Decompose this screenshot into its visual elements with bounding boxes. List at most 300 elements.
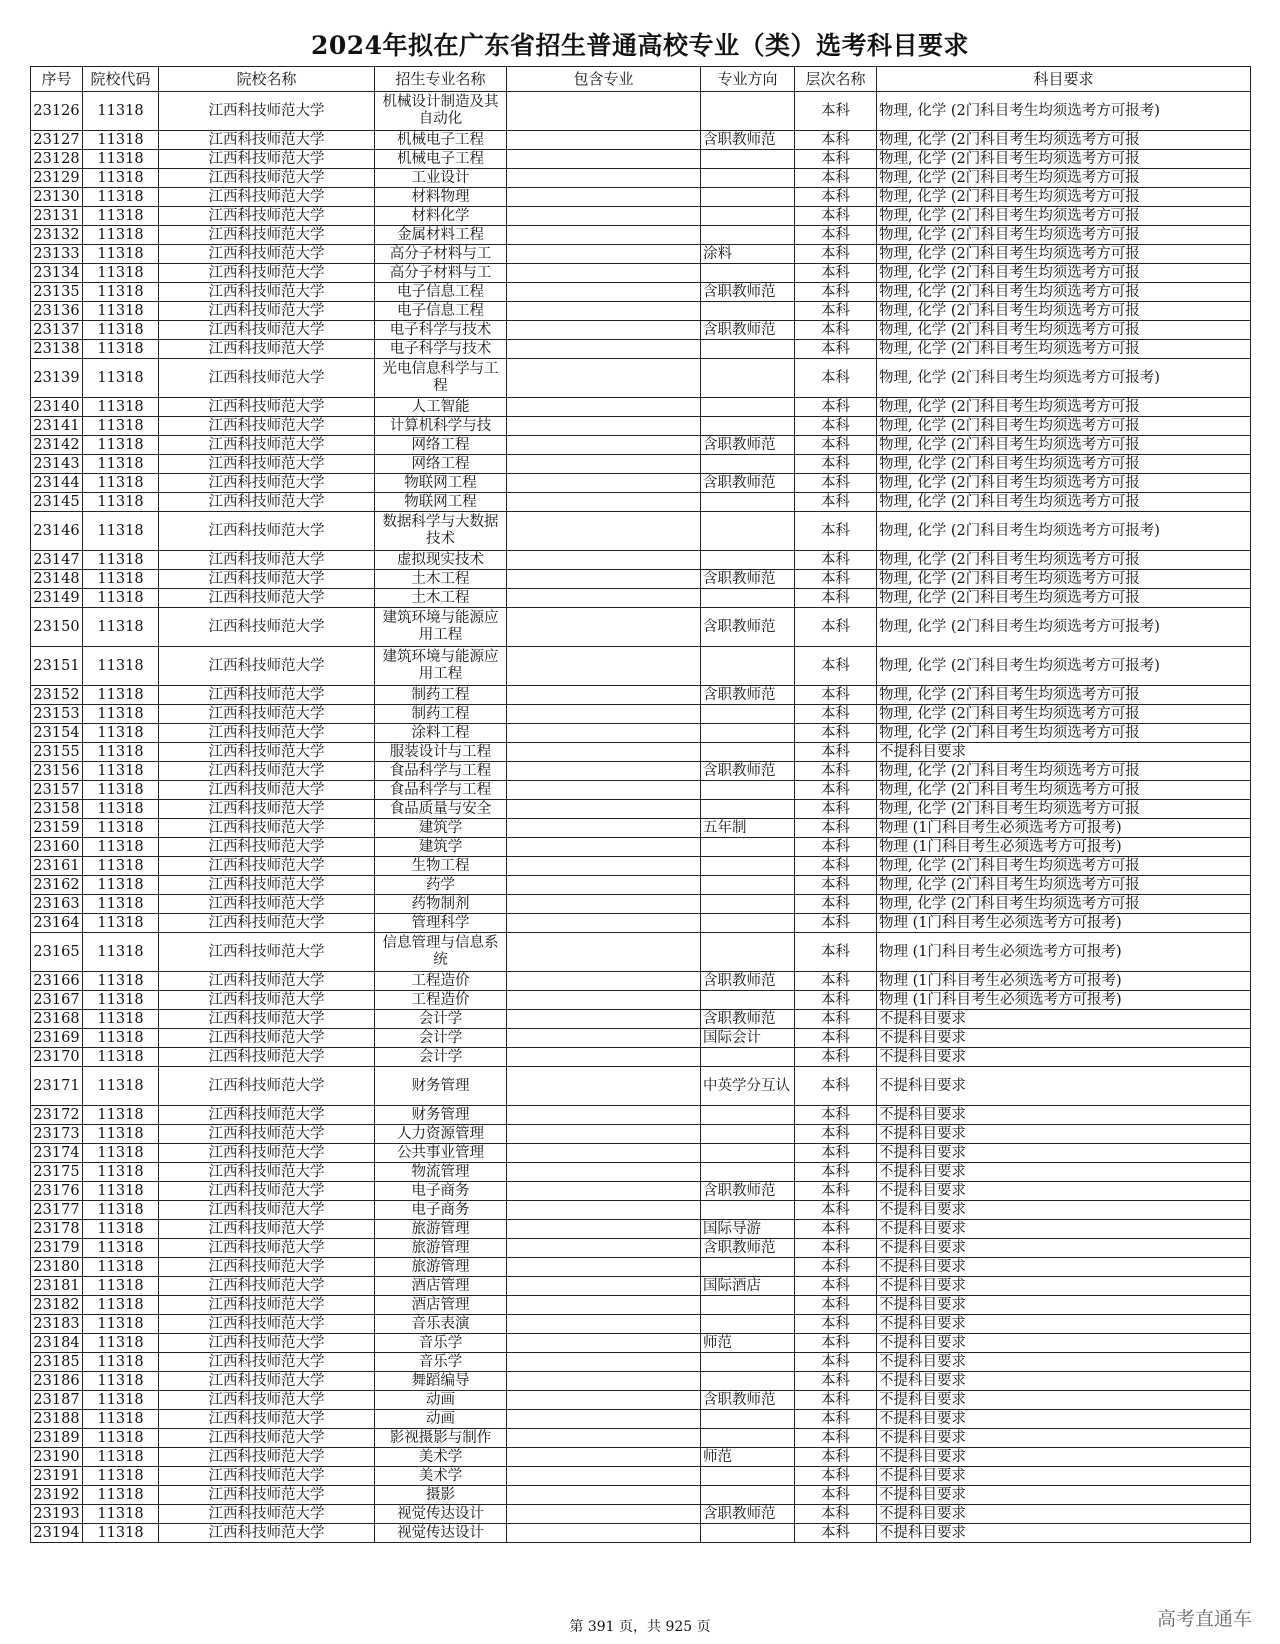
cell-direction (701, 207, 795, 226)
cell-major: 食品科学与工程 (375, 762, 507, 781)
table-row (31, 762, 1251, 781)
cell-major: 财务管理 (375, 1067, 507, 1106)
cell-seq: 23151 (31, 647, 83, 686)
table-row (31, 1048, 1251, 1067)
table-row (31, 743, 1251, 762)
table-row (31, 436, 1251, 455)
table-row (31, 1144, 1251, 1163)
cell-level: 本科 (795, 1315, 877, 1334)
cell-school: 江西科技师范大学 (159, 914, 375, 933)
table-body (31, 92, 1251, 1543)
cell-requirement: 物理, 化学 (2门科目考生均须选考方可报 (877, 226, 1251, 245)
cell-major: 工程造价 (375, 972, 507, 991)
cell-included (507, 169, 701, 188)
cell-requirement: 物理, 化学 (2门科目考生均须选考方可报 (877, 589, 1251, 608)
cell-requirement: 不提科目要求 (877, 1239, 1251, 1258)
cell-included (507, 991, 701, 1010)
cell-level: 本科 (795, 895, 877, 914)
cell-school: 江西科技师范大学 (159, 608, 375, 647)
cell-seq: 23150 (31, 608, 83, 647)
cell-level: 本科 (795, 321, 877, 340)
cell-direction (701, 857, 795, 876)
cell-direction: 含职教师范 (701, 1239, 795, 1258)
cell-major: 电子科学与技术 (375, 321, 507, 340)
cell-level: 本科 (795, 1448, 877, 1467)
cell-direction (701, 493, 795, 512)
col-header-code: 院校代码 (83, 67, 159, 92)
cell-school: 江西科技师范大学 (159, 1067, 375, 1106)
cell-seq: 23130 (31, 188, 83, 207)
cell-school: 江西科技师范大学 (159, 1048, 375, 1067)
cell-included (507, 207, 701, 226)
cell-requirement: 物理, 化学 (2门科目考生均须选考方可报 (877, 895, 1251, 914)
cell-school: 江西科技师范大学 (159, 455, 375, 474)
cell-included (507, 972, 701, 991)
cell-requirement: 物理, 化学 (2门科目考生均须选考方可报 (877, 857, 1251, 876)
cell-included (507, 1429, 701, 1448)
cell-school: 江西科技师范大学 (159, 1144, 375, 1163)
cell-requirement: 不提科目要求 (877, 1258, 1251, 1277)
table-row (31, 1163, 1251, 1182)
table-row (31, 1486, 1251, 1505)
cell-major: 工业设计 (375, 169, 507, 188)
table-row (31, 781, 1251, 800)
cell-code: 11318 (83, 876, 159, 895)
cell-school: 江西科技师范大学 (159, 570, 375, 589)
cell-requirement: 物理 (1门科目考生必须选考方可报考) (877, 838, 1251, 857)
cell-seq: 23178 (31, 1220, 83, 1239)
cell-level: 本科 (795, 131, 877, 150)
cell-code: 11318 (83, 493, 159, 512)
cell-seq: 23186 (31, 1372, 83, 1391)
cell-code: 11318 (83, 92, 159, 131)
cell-requirement: 物理, 化学 (2门科目考生均须选考方可报 (877, 876, 1251, 895)
table-row (31, 1391, 1251, 1410)
table-row (31, 1429, 1251, 1448)
cell-included (507, 1505, 701, 1524)
cell-major: 建筑环境与能源应用工程 (375, 647, 507, 686)
cell-requirement: 物理, 化学 (2门科目考生均须选考方可报 (877, 762, 1251, 781)
cell-direction: 含职教师范 (701, 321, 795, 340)
cell-major: 会计学 (375, 1010, 507, 1029)
col-header-seq: 序号 (31, 67, 83, 92)
cell-level: 本科 (795, 857, 877, 876)
cell-requirement: 不提科目要求 (877, 1410, 1251, 1429)
table-row (31, 1201, 1251, 1220)
cell-direction: 国际会计 (701, 1029, 795, 1048)
cell-included (507, 876, 701, 895)
cell-included (507, 1067, 701, 1106)
cell-school: 江西科技师范大学 (159, 1029, 375, 1048)
cell-direction (701, 92, 795, 131)
cell-school: 江西科技师范大学 (159, 245, 375, 264)
table-row (31, 321, 1251, 340)
cell-level: 本科 (795, 686, 877, 705)
cell-seq: 23156 (31, 762, 83, 781)
table-row (31, 800, 1251, 819)
cell-seq: 23191 (31, 1467, 83, 1486)
cell-direction (701, 1258, 795, 1277)
cell-code: 11318 (83, 838, 159, 857)
table-row (31, 608, 1251, 647)
cell-code: 11318 (83, 1144, 159, 1163)
cell-school: 江西科技师范大学 (159, 340, 375, 359)
cell-direction: 中英学分互认 (701, 1067, 795, 1106)
cell-major: 金属材料工程 (375, 226, 507, 245)
cell-included (507, 762, 701, 781)
cell-code: 11318 (83, 1391, 159, 1410)
cell-direction: 国际酒店 (701, 1277, 795, 1296)
cell-seq: 23155 (31, 743, 83, 762)
cell-direction: 含职教师范 (701, 474, 795, 493)
cell-requirement: 物理 (1门科目考生必须选考方可报考) (877, 819, 1251, 838)
cell-included (507, 359, 701, 398)
cell-seq: 23184 (31, 1334, 83, 1353)
cell-major: 建筑环境与能源应用工程 (375, 608, 507, 647)
cell-included (507, 819, 701, 838)
cell-code: 11318 (83, 264, 159, 283)
cell-included (507, 512, 701, 551)
cell-requirement: 不提科目要求 (877, 1010, 1251, 1029)
cell-school: 江西科技师范大学 (159, 1125, 375, 1144)
cell-seq: 23132 (31, 226, 83, 245)
cell-included (507, 1277, 701, 1296)
cell-code: 11318 (83, 1353, 159, 1372)
cell-included (507, 1182, 701, 1201)
cell-level: 本科 (795, 819, 877, 838)
cell-school: 江西科技师范大学 (159, 283, 375, 302)
cell-requirement: 物理 (1门科目考生必须选考方可报考) (877, 972, 1251, 991)
cell-major: 网络工程 (375, 436, 507, 455)
table-row (31, 207, 1251, 226)
cell-included (507, 455, 701, 474)
cell-included (507, 743, 701, 762)
cell-school: 江西科技师范大学 (159, 705, 375, 724)
cell-included (507, 150, 701, 169)
cell-seq: 23126 (31, 92, 83, 131)
cell-included (507, 1163, 701, 1182)
cell-level: 本科 (795, 150, 877, 169)
cell-level: 本科 (795, 512, 877, 551)
cell-school: 江西科技师范大学 (159, 895, 375, 914)
cell-requirement: 物理, 化学 (2门科目考生均须选考方可报 (877, 398, 1251, 417)
cell-code: 11318 (83, 914, 159, 933)
cell-included (507, 1144, 701, 1163)
cell-requirement: 不提科目要求 (877, 1296, 1251, 1315)
cell-direction: 含职教师范 (701, 972, 795, 991)
cell-seq: 23185 (31, 1353, 83, 1372)
cell-school: 江西科技师范大学 (159, 92, 375, 131)
cell-included (507, 1334, 701, 1353)
cell-direction (701, 1048, 795, 1067)
cell-code: 11318 (83, 1429, 159, 1448)
cell-seq: 23136 (31, 302, 83, 321)
cell-direction (701, 512, 795, 551)
cell-major: 高分子材料与工 (375, 264, 507, 283)
cell-major: 药学 (375, 876, 507, 895)
cell-major: 建筑学 (375, 838, 507, 857)
table-row (31, 647, 1251, 686)
cell-included (507, 1239, 701, 1258)
cell-level: 本科 (795, 876, 877, 895)
cell-code: 11318 (83, 743, 159, 762)
cell-major: 建筑学 (375, 819, 507, 838)
cell-level: 本科 (795, 302, 877, 321)
col-header-requirement: 科目要求 (877, 67, 1251, 92)
cell-requirement: 不提科目要求 (877, 1486, 1251, 1505)
cell-school: 江西科技师范大学 (159, 1429, 375, 1448)
cell-seq: 23173 (31, 1125, 83, 1144)
cell-direction (701, 647, 795, 686)
cell-code: 11318 (83, 1315, 159, 1334)
cell-school: 江西科技师范大学 (159, 1258, 375, 1277)
cell-major: 酒店管理 (375, 1296, 507, 1315)
cell-seq: 23146 (31, 512, 83, 551)
cell-seq: 23143 (31, 455, 83, 474)
table-row (31, 169, 1251, 188)
table-row (31, 1410, 1251, 1429)
cell-included (507, 321, 701, 340)
cell-requirement: 物理, 化学 (2门科目考生均须选考方可报 (877, 321, 1251, 340)
table-row (31, 1505, 1251, 1524)
cell-level: 本科 (795, 188, 877, 207)
cell-direction (701, 340, 795, 359)
cell-major: 旅游管理 (375, 1220, 507, 1239)
cell-code: 11318 (83, 991, 159, 1010)
table-row (31, 264, 1251, 283)
cell-included (507, 1410, 701, 1429)
table-row (31, 92, 1251, 131)
cell-seq: 23169 (31, 1029, 83, 1048)
cell-requirement: 物理, 化学 (2门科目考生均须选考方可报 (877, 302, 1251, 321)
cell-code: 11318 (83, 1524, 159, 1543)
cell-direction: 师范 (701, 1334, 795, 1353)
cell-level: 本科 (795, 1410, 877, 1429)
cell-major: 旅游管理 (375, 1239, 507, 1258)
cell-requirement: 不提科目要求 (877, 1448, 1251, 1467)
cell-code: 11318 (83, 1067, 159, 1106)
cell-code: 11318 (83, 321, 159, 340)
cell-code: 11318 (83, 302, 159, 321)
table-row (31, 398, 1251, 417)
table-row (31, 1334, 1251, 1353)
cell-school: 江西科技师范大学 (159, 551, 375, 570)
cell-seq: 23175 (31, 1163, 83, 1182)
cell-major: 电子信息工程 (375, 283, 507, 302)
cell-included (507, 608, 701, 647)
table-row (31, 589, 1251, 608)
cell-included (507, 551, 701, 570)
table-row (31, 838, 1251, 857)
cell-requirement: 物理, 化学 (2门科目考生均须选考方可报 (877, 781, 1251, 800)
cell-seq: 23149 (31, 589, 83, 608)
cell-major: 机械设计制造及其自动化 (375, 92, 507, 131)
cell-direction: 含职教师范 (701, 762, 795, 781)
cell-direction (701, 1106, 795, 1125)
page-footer: 第 391 页，共 925 页 (569, 1619, 711, 1635)
cell-level: 本科 (795, 1163, 877, 1182)
cell-direction: 含职教师范 (701, 1182, 795, 1201)
cell-major: 物联网工程 (375, 493, 507, 512)
cell-seq: 23148 (31, 570, 83, 589)
cell-level: 本科 (795, 92, 877, 131)
cell-seq: 23183 (31, 1315, 83, 1334)
cell-level: 本科 (795, 589, 877, 608)
col-header-direction: 专业方向 (701, 67, 795, 92)
cell-level: 本科 (795, 169, 877, 188)
cell-code: 11318 (83, 455, 159, 474)
cell-direction (701, 359, 795, 398)
cell-level: 本科 (795, 933, 877, 972)
cell-school: 江西科技师范大学 (159, 131, 375, 150)
cell-included (507, 245, 701, 264)
cell-direction (701, 169, 795, 188)
col-header-level: 层次名称 (795, 67, 877, 92)
cell-requirement: 不提科目要求 (877, 1334, 1251, 1353)
cell-level: 本科 (795, 800, 877, 819)
cell-school: 江西科技师范大学 (159, 724, 375, 743)
cell-direction (701, 1163, 795, 1182)
cell-code: 11318 (83, 340, 159, 359)
cell-level: 本科 (795, 1201, 877, 1220)
cell-major: 旅游管理 (375, 1258, 507, 1277)
cell-direction (701, 1524, 795, 1543)
cell-code: 11318 (83, 686, 159, 705)
cell-code: 11318 (83, 1410, 159, 1429)
cell-school: 江西科技师范大学 (159, 743, 375, 762)
cell-included (507, 800, 701, 819)
cell-included (507, 1315, 701, 1334)
cell-major: 财务管理 (375, 1106, 507, 1125)
cell-code: 11318 (83, 1448, 159, 1467)
cell-requirement: 不提科目要求 (877, 1372, 1251, 1391)
cell-seq: 23127 (31, 131, 83, 150)
cell-level: 本科 (795, 455, 877, 474)
cell-major: 酒店管理 (375, 1277, 507, 1296)
cell-level: 本科 (795, 1067, 877, 1106)
cell-requirement: 物理, 化学 (2门科目考生均须选考方可报 (877, 800, 1251, 819)
cell-direction (701, 800, 795, 819)
cell-included (507, 1201, 701, 1220)
cell-direction (701, 781, 795, 800)
cell-code: 11318 (83, 1296, 159, 1315)
cell-direction (701, 1353, 795, 1372)
cell-major: 食品科学与工程 (375, 781, 507, 800)
cell-level: 本科 (795, 474, 877, 493)
cell-direction: 含职教师范 (701, 1505, 795, 1524)
table-row (31, 1220, 1251, 1239)
cell-requirement: 不提科目要求 (877, 1467, 1251, 1486)
cell-level: 本科 (795, 1220, 877, 1239)
cell-direction (701, 876, 795, 895)
cell-seq: 23190 (31, 1448, 83, 1467)
cell-requirement: 物理, 化学 (2门科目考生均须选考方可报 (877, 283, 1251, 302)
cell-major: 电子商务 (375, 1201, 507, 1220)
cell-seq: 23166 (31, 972, 83, 991)
cell-included (507, 857, 701, 876)
cell-direction (701, 1372, 795, 1391)
cell-school: 江西科技师范大学 (159, 1182, 375, 1201)
cell-requirement: 物理, 化学 (2门科目考生均须选考方可报考) (877, 359, 1251, 398)
cell-school: 江西科技师范大学 (159, 417, 375, 436)
cell-level: 本科 (795, 1048, 877, 1067)
header-row (31, 67, 1251, 92)
cell-code: 11318 (83, 724, 159, 743)
cell-direction (701, 1296, 795, 1315)
cell-level: 本科 (795, 1524, 877, 1543)
cell-school: 江西科技师范大学 (159, 1277, 375, 1296)
table-row (31, 1296, 1251, 1315)
cell-seq: 23160 (31, 838, 83, 857)
cell-major: 电子信息工程 (375, 302, 507, 321)
cell-code: 11318 (83, 608, 159, 647)
cell-direction (701, 226, 795, 245)
cell-included (507, 895, 701, 914)
cell-requirement: 物理 (1门科目考生必须选考方可报考) (877, 933, 1251, 972)
cell-included (507, 340, 701, 359)
cell-school: 江西科技师范大学 (159, 1486, 375, 1505)
cell-requirement: 不提科目要求 (877, 1220, 1251, 1239)
cell-school: 江西科技师范大学 (159, 1372, 375, 1391)
cell-included (507, 188, 701, 207)
cell-level: 本科 (795, 608, 877, 647)
cell-level: 本科 (795, 743, 877, 762)
cell-code: 11318 (83, 1334, 159, 1353)
cell-school: 江西科技师范大学 (159, 321, 375, 340)
requirements-table (30, 66, 1251, 1543)
table-row (31, 914, 1251, 933)
cell-code: 11318 (83, 762, 159, 781)
cell-level: 本科 (795, 1239, 877, 1258)
table-row (31, 1125, 1251, 1144)
cell-included (507, 92, 701, 131)
cell-requirement: 物理, 化学 (2门科目考生均须选考方可报 (877, 150, 1251, 169)
cell-included (507, 1048, 701, 1067)
col-header-school: 院校名称 (159, 67, 375, 92)
cell-level: 本科 (795, 1144, 877, 1163)
cell-direction (701, 264, 795, 283)
cell-code: 11318 (83, 188, 159, 207)
cell-seq: 23161 (31, 857, 83, 876)
cell-code: 11318 (83, 1467, 159, 1486)
cell-seq: 23162 (31, 876, 83, 895)
cell-requirement: 物理, 化学 (2门科目考生均须选考方可报 (877, 551, 1251, 570)
cell-included (507, 1353, 701, 1372)
cell-seq: 23165 (31, 933, 83, 972)
cell-major: 电子科学与技术 (375, 340, 507, 359)
cell-seq: 23172 (31, 1106, 83, 1125)
table-row (31, 1010, 1251, 1029)
table-row (31, 131, 1251, 150)
table-row (31, 283, 1251, 302)
cell-level: 本科 (795, 1258, 877, 1277)
cell-code: 11318 (83, 169, 159, 188)
cell-school: 江西科技师范大学 (159, 1239, 375, 1258)
cell-requirement: 物理, 化学 (2门科目考生均须选考方可报 (877, 474, 1251, 493)
cell-school: 江西科技师范大学 (159, 800, 375, 819)
col-header-major: 招生专业名称 (375, 67, 507, 92)
cell-code: 11318 (83, 1220, 159, 1239)
cell-major: 音乐学 (375, 1334, 507, 1353)
cell-direction (701, 933, 795, 972)
cell-code: 11318 (83, 283, 159, 302)
cell-level: 本科 (795, 1029, 877, 1048)
cell-direction: 师范 (701, 1448, 795, 1467)
cell-code: 11318 (83, 819, 159, 838)
cell-direction (701, 398, 795, 417)
cell-requirement: 不提科目要求 (877, 1029, 1251, 1048)
table-row (31, 340, 1251, 359)
